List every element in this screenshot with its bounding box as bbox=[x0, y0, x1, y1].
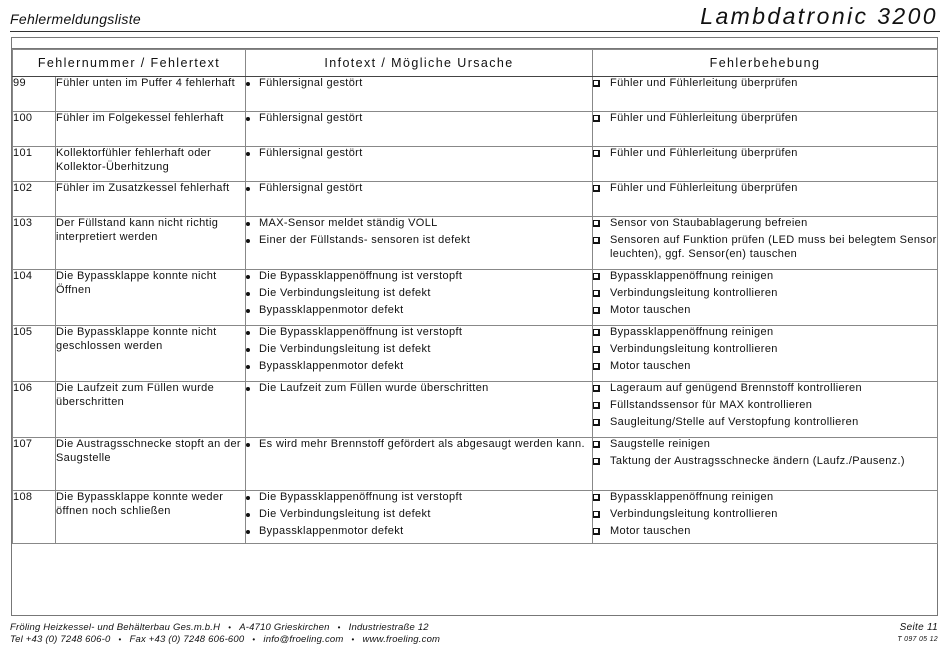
fix-text: Fühler und Fühlerleitung überprüfen bbox=[610, 182, 798, 194]
bullet-icon bbox=[246, 292, 250, 296]
fix-text: Bypassklappenöffnung reinigen bbox=[610, 270, 774, 282]
cause-item bbox=[246, 343, 592, 357]
fix-text: Motor tauschen bbox=[610, 525, 691, 537]
cause-item bbox=[246, 217, 592, 231]
cause-text: Fühlersignal gestört bbox=[259, 112, 363, 124]
fix-item bbox=[593, 491, 937, 505]
cause-cell bbox=[246, 217, 593, 270]
cause-text: Bypassklappenmotor defekt bbox=[259, 360, 404, 372]
fix-text: Bypassklappenöffnung reinigen bbox=[610, 326, 774, 338]
cause-text: Fühlersignal gestört bbox=[259, 182, 363, 194]
error-number: 108 bbox=[13, 491, 56, 544]
bullet-icon bbox=[246, 496, 250, 500]
cause-text: Die Bypassklappenöffnung ist verstopft bbox=[259, 326, 463, 338]
fix-item bbox=[593, 112, 937, 126]
fix-cell bbox=[593, 112, 938, 147]
bullet-icon bbox=[246, 309, 250, 313]
bullet-icon bbox=[246, 387, 250, 391]
cause-item bbox=[246, 77, 592, 91]
column-header-error: Fehlernummer / Fehlertext bbox=[13, 50, 246, 77]
table-row bbox=[13, 147, 938, 182]
fix-text: Motor tauschen bbox=[610, 360, 691, 372]
table-header-row bbox=[13, 50, 938, 77]
fix-text: Verbindungsleitung kontrollieren bbox=[610, 343, 778, 355]
cause-text: Die Verbindungsleitung ist defekt bbox=[259, 508, 431, 520]
fix-text: Lageraum auf genügend Brennstoff kontrollieren bbox=[610, 382, 862, 394]
footer-street: Industriestraße 12 bbox=[348, 622, 429, 633]
fix-item bbox=[593, 326, 937, 340]
error-number: 102 bbox=[13, 182, 56, 217]
cause-cell bbox=[246, 147, 593, 182]
error-number: 103 bbox=[13, 217, 56, 270]
footer-company: Fröling Heizkessel- und Behälterbau Ges.m.b.H bbox=[10, 622, 221, 633]
checkbox-icon bbox=[593, 185, 600, 192]
checkbox-icon bbox=[593, 80, 600, 87]
document-title: Fehlermeldungsliste bbox=[10, 11, 141, 27]
footer-contact-line bbox=[10, 634, 940, 646]
error-number: 101 bbox=[13, 147, 56, 182]
footer-separator: • bbox=[351, 635, 355, 644]
column-header-fix: Fehlerbehebung bbox=[593, 50, 938, 77]
cause-cell bbox=[246, 326, 593, 382]
fix-item bbox=[593, 525, 937, 539]
error-number: 104 bbox=[13, 270, 56, 326]
fix-text: Bypassklappenöffnung reinigen bbox=[610, 491, 774, 503]
fix-item bbox=[593, 455, 937, 469]
cause-cell bbox=[246, 182, 593, 217]
bullet-icon bbox=[246, 117, 250, 121]
footer-phone: Tel +43 (0) 7248 606-0 bbox=[10, 634, 111, 645]
footer-website[interactable]: www.froeling.com bbox=[362, 634, 441, 645]
error-number: 100 bbox=[13, 112, 56, 147]
fix-cell bbox=[593, 217, 938, 270]
cause-text: Die Verbindungsleitung ist defekt bbox=[259, 287, 431, 299]
checkbox-icon bbox=[593, 441, 600, 448]
error-table bbox=[12, 49, 938, 544]
fix-item bbox=[593, 416, 937, 430]
cause-text: Die Bypassklappenöffnung ist verstopft bbox=[259, 491, 463, 503]
bullet-icon bbox=[246, 365, 250, 369]
error-text: Die Laufzeit zum Füllen wurde überschritten bbox=[56, 382, 246, 438]
cause-item bbox=[246, 287, 592, 301]
column-header-cause: Infotext / Mögliche Ursache bbox=[246, 50, 593, 77]
footer-email[interactable]: info@froeling.com bbox=[263, 634, 344, 645]
error-text: Fühler unten im Puffer 4 fehlerhaft bbox=[56, 77, 246, 112]
cause-item bbox=[246, 438, 592, 452]
fix-text: Fühler und Fühlerleitung überprüfen bbox=[610, 147, 798, 159]
checkbox-icon bbox=[593, 290, 600, 297]
checkbox-icon bbox=[593, 237, 600, 244]
checkbox-icon bbox=[593, 385, 600, 392]
checkbox-icon bbox=[593, 363, 600, 370]
fix-text: Saugstelle reinigen bbox=[610, 438, 711, 450]
error-text: Die Bypassklappe konnte weder öffnen noch schließen bbox=[56, 491, 246, 544]
checkbox-icon bbox=[593, 150, 600, 157]
checkbox-icon bbox=[593, 346, 600, 353]
error-number: 107 bbox=[13, 438, 56, 491]
fix-cell bbox=[593, 182, 938, 217]
checkbox-icon bbox=[593, 329, 600, 336]
fix-item bbox=[593, 287, 937, 301]
cause-cell bbox=[246, 491, 593, 544]
fix-text: Saugleitung/Stelle auf Verstopfung kontrollieren bbox=[610, 416, 859, 428]
footer-separator: • bbox=[118, 635, 122, 644]
table-row bbox=[13, 182, 938, 217]
fix-item bbox=[593, 234, 937, 261]
cause-item bbox=[246, 326, 592, 340]
bullet-icon bbox=[246, 222, 250, 226]
error-text: Kollektorfühler fehlerhaft oder Kollektor-Überhitzung bbox=[56, 147, 246, 182]
footer-address-line bbox=[10, 622, 940, 634]
cause-text: Bypassklappenmotor defekt bbox=[259, 525, 404, 537]
fix-cell bbox=[593, 382, 938, 438]
error-rows bbox=[13, 77, 938, 544]
fix-item bbox=[593, 343, 937, 357]
cause-text: Einer der Füllstands- sensoren ist defekt bbox=[259, 234, 471, 246]
footer-page-info bbox=[897, 622, 938, 646]
cause-cell bbox=[246, 438, 593, 491]
table-row bbox=[13, 326, 938, 382]
cause-text: Es wird mehr Brennstoff gefördert als abgesaugt werden kann. bbox=[259, 438, 585, 450]
fix-text: Verbindungsleitung kontrollieren bbox=[610, 508, 778, 520]
bullet-icon bbox=[246, 187, 250, 191]
fix-item bbox=[593, 508, 937, 522]
cause-text: Bypassklappenmotor defekt bbox=[259, 304, 404, 316]
content-frame bbox=[11, 37, 938, 616]
product-title: Lambdatronic 3200 bbox=[700, 3, 938, 29]
checkbox-icon bbox=[593, 511, 600, 518]
page-number: Seite 11 bbox=[899, 622, 938, 633]
error-text: Die Bypassklappe konnte nicht Öffnen bbox=[56, 270, 246, 326]
error-number: 105 bbox=[13, 326, 56, 382]
fix-cell bbox=[593, 147, 938, 182]
checkbox-icon bbox=[593, 528, 600, 535]
fix-item bbox=[593, 360, 937, 374]
bullet-icon bbox=[246, 348, 250, 352]
cause-item bbox=[246, 491, 592, 505]
fix-item bbox=[593, 182, 937, 196]
cause-item bbox=[246, 508, 592, 522]
fix-text: Motor tauschen bbox=[610, 304, 691, 316]
table-row bbox=[13, 438, 938, 491]
cause-item bbox=[246, 360, 592, 374]
fix-item bbox=[593, 304, 937, 318]
fix-text: Fühler und Fühlerleitung überprüfen bbox=[610, 112, 798, 124]
bullet-icon bbox=[246, 82, 250, 86]
bullet-icon bbox=[246, 443, 250, 447]
fix-item bbox=[593, 77, 937, 91]
checkbox-icon bbox=[593, 494, 600, 501]
checkbox-icon bbox=[593, 458, 600, 465]
cause-item bbox=[246, 182, 592, 196]
table-row bbox=[13, 112, 938, 147]
cause-item bbox=[246, 382, 592, 396]
cause-text: Die Verbindungsleitung ist defekt bbox=[259, 343, 431, 355]
cause-item bbox=[246, 270, 592, 284]
fix-text: Taktung der Austragsschnecke ändern (Laufz./Pausenz.) bbox=[610, 455, 905, 467]
checkbox-icon bbox=[593, 273, 600, 280]
table-row bbox=[13, 491, 938, 544]
error-number: 106 bbox=[13, 382, 56, 438]
checkbox-icon bbox=[593, 115, 600, 122]
fix-text: Füllstandssensor für MAX kontrollieren bbox=[610, 399, 813, 411]
error-text: Der Füllstand kann nicht richtig interpretiert werden bbox=[56, 217, 246, 270]
checkbox-icon bbox=[593, 419, 600, 426]
cause-item bbox=[246, 304, 592, 318]
table-row bbox=[13, 77, 938, 112]
cause-cell bbox=[246, 112, 593, 147]
cause-text: Fühlersignal gestört bbox=[259, 147, 363, 159]
bullet-icon bbox=[246, 239, 250, 243]
footer-separator: • bbox=[337, 623, 341, 632]
cause-item bbox=[246, 147, 592, 161]
fix-cell bbox=[593, 326, 938, 382]
bullet-icon bbox=[246, 530, 250, 534]
cause-text: Die Bypassklappenöffnung ist verstopft bbox=[259, 270, 463, 282]
cause-text: MAX-Sensor meldet ständig VOLL bbox=[259, 217, 438, 229]
bullet-icon bbox=[246, 275, 250, 279]
fix-item bbox=[593, 270, 937, 284]
document-code: T 097 05 12 bbox=[897, 636, 938, 643]
fix-item bbox=[593, 399, 937, 413]
cause-item bbox=[246, 112, 592, 126]
error-number: 99 bbox=[13, 77, 56, 112]
fix-item bbox=[593, 147, 937, 161]
table-row bbox=[13, 382, 938, 438]
fix-item bbox=[593, 217, 937, 231]
bullet-icon bbox=[246, 513, 250, 517]
error-text: Fühler im Zusatzkessel fehlerhaft bbox=[56, 182, 246, 217]
table-row bbox=[13, 217, 938, 270]
error-text: Die Bypassklappe konnte nicht geschlossen werden bbox=[56, 326, 246, 382]
table-row bbox=[13, 270, 938, 326]
fix-item bbox=[593, 438, 937, 452]
fix-cell bbox=[593, 270, 938, 326]
bullet-icon bbox=[246, 152, 250, 156]
cause-item bbox=[246, 234, 592, 248]
fix-text: Sensor von Staubablagerung befreien bbox=[610, 217, 808, 229]
checkbox-icon bbox=[593, 307, 600, 314]
fix-cell bbox=[593, 491, 938, 544]
checkbox-icon bbox=[593, 220, 600, 227]
footer-separator: • bbox=[252, 635, 256, 644]
page-footer bbox=[10, 622, 940, 646]
fix-text: Fühler und Fühlerleitung überprüfen bbox=[610, 77, 798, 89]
footer-fax: Fax +43 (0) 7248 606-600 bbox=[129, 634, 245, 645]
cause-text: Fühlersignal gestört bbox=[259, 77, 363, 89]
cause-cell bbox=[246, 270, 593, 326]
cause-item bbox=[246, 525, 592, 539]
cause-cell bbox=[246, 77, 593, 112]
fix-text: Sensoren auf Funktion prüfen (LED muss bei belegtem Sensor leuchten), ggf. Sensor(en) tauschen bbox=[610, 234, 937, 260]
fix-text: Verbindungsleitung kontrollieren bbox=[610, 287, 778, 299]
footer-city: A-4710 Grieskirchen bbox=[239, 622, 330, 633]
fix-cell bbox=[593, 438, 938, 491]
cause-cell bbox=[246, 382, 593, 438]
fix-cell bbox=[593, 77, 938, 112]
error-text: Fühler im Folgekessel fehlerhaft bbox=[56, 112, 246, 147]
checkbox-icon bbox=[593, 402, 600, 409]
error-text: Die Austragsschnecke stopft an der Saugstelle bbox=[56, 438, 246, 491]
bullet-icon bbox=[246, 331, 250, 335]
header-divider bbox=[10, 31, 940, 32]
fix-item bbox=[593, 382, 937, 396]
cause-text: Die Laufzeit zum Füllen wurde überschritten bbox=[259, 382, 489, 394]
footer-separator: • bbox=[228, 623, 232, 632]
